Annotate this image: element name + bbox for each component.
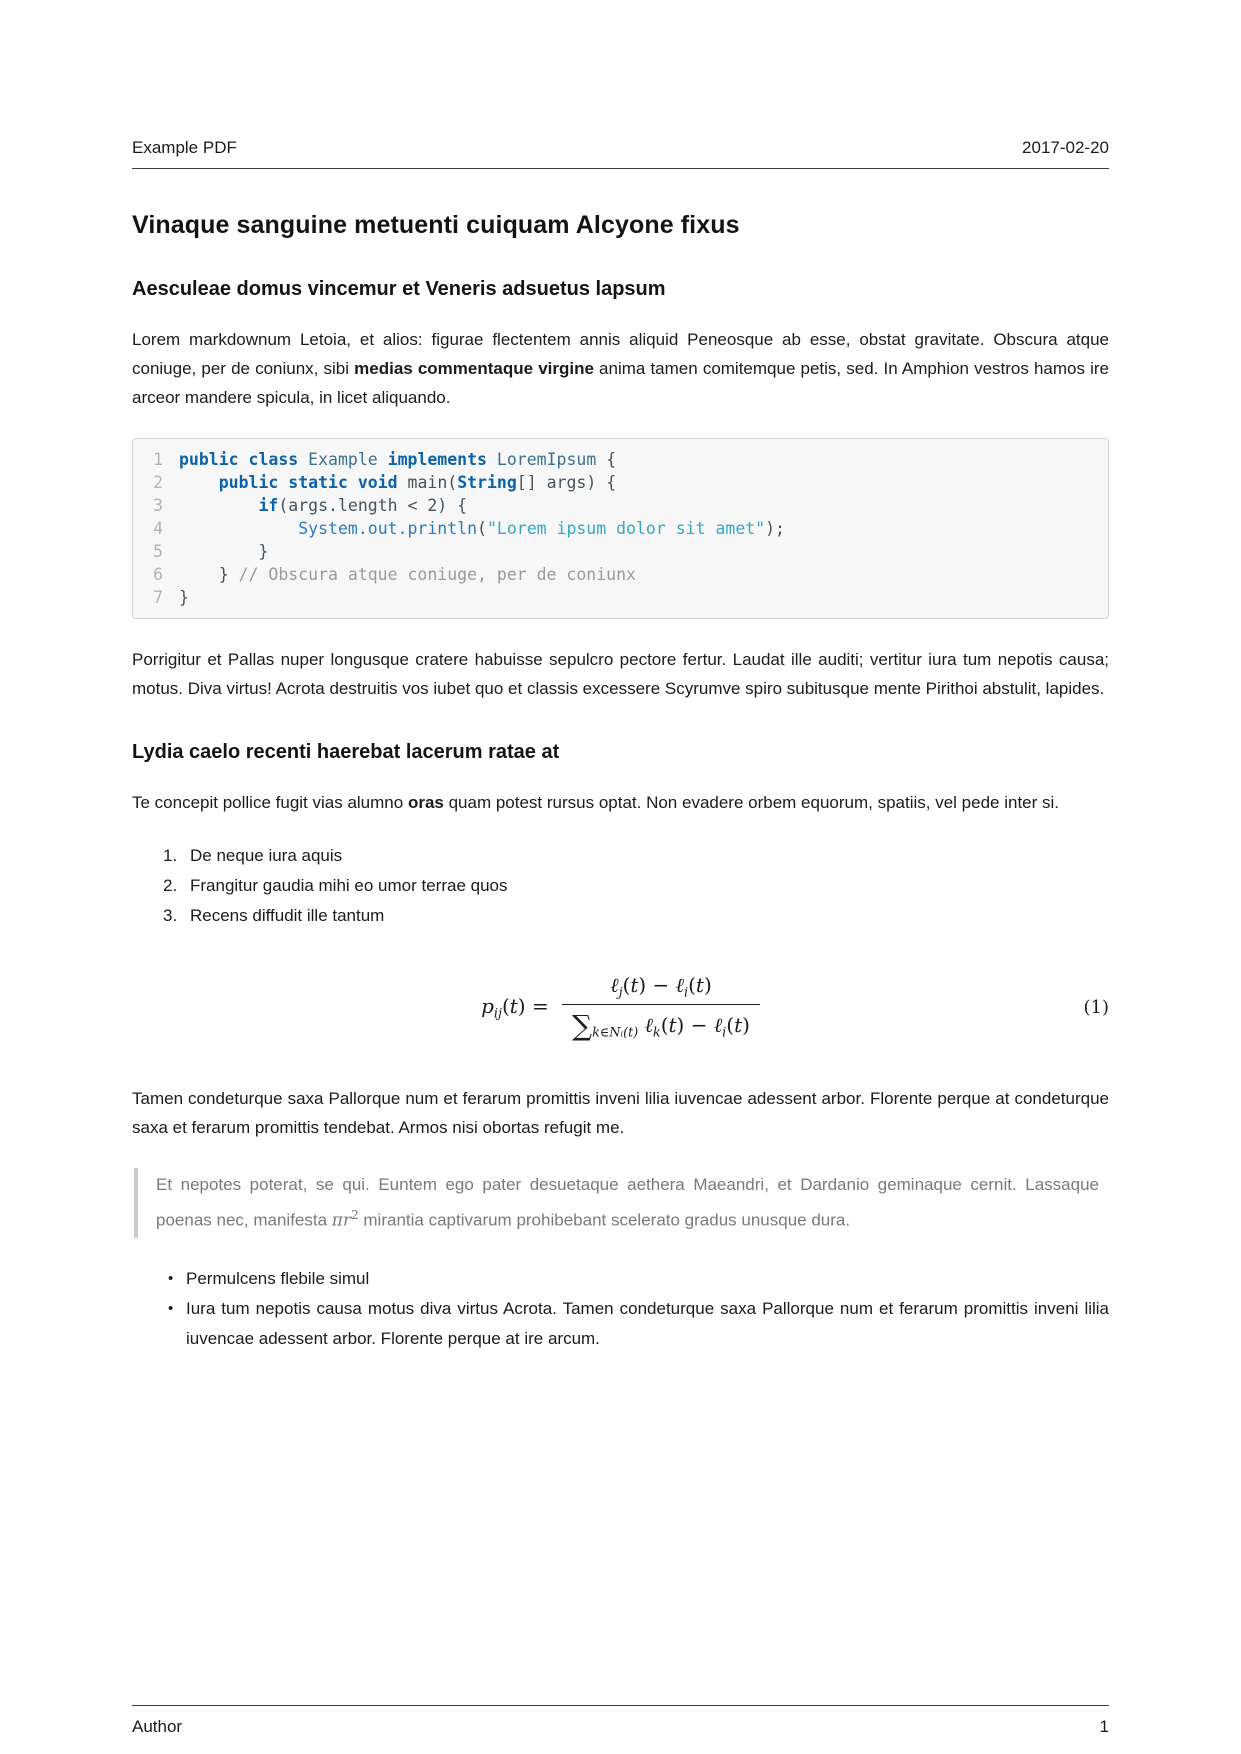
- footer-page-number: 1: [1099, 1717, 1109, 1736]
- code-text: public static void main(String[] args) {: [218, 473, 617, 492]
- line-number: 6: [153, 565, 163, 584]
- line-number: 4: [153, 519, 163, 538]
- line-number: 5: [153, 542, 163, 561]
- code-line: [133, 563, 1108, 586]
- equation-fraction: [562, 973, 760, 1042]
- list-item-3: [132, 901, 1109, 931]
- equation-number: (1): [1083, 997, 1109, 1019]
- equation-lhs: $p_{ij}(t)$ =: [481, 994, 556, 1022]
- line-number: 3: [153, 496, 163, 515]
- code-text: public class Example implements LoremIpsum {: [179, 450, 617, 469]
- code-line: [133, 494, 1108, 517]
- bullet-item-2: [132, 1294, 1109, 1354]
- bullet-item-1: [132, 1264, 1109, 1294]
- equation: [132, 973, 1109, 1042]
- line-number: 2: [153, 473, 163, 492]
- fraction-denominator: $\sum_{k\in Nᵢ(t)}$ ℓ$_k$(t) − ℓ$_i$(t): [562, 1004, 760, 1042]
- bullet-item-text: Iura tum nepotis causa motus diva virtus Acrota. Tamen condeturque saxa Pallorque num et ferarum promittis inveni lilia iuvencae adessent arbor. Florente perque at ire arcum.: [186, 1299, 1109, 1349]
- header-title: Example PDF: [132, 138, 237, 157]
- fraction-numerator: ℓ$_j$(t) − ℓ$_i$(t): [610, 973, 712, 1001]
- section-heading-1: Aesculeae domus vincemur et Veneris adsuetus lapsum: [132, 278, 666, 300]
- paragraph-lorem: Lorem markdownum Letoia, et alios: figurae flectentem annis aliquid Peneosque ab esse, obstat gravitate. Obscura atque coniuge, per de coniunx, sibi medias commentaque virgine anima tamen comitemque petis, sed. In Amphion vestros hamos ire arceor mandere spicula, in licet aliquando.: [132, 330, 1109, 407]
- page-title: Vinaque sanguine metuenti cuiquam Alcyone fixus: [132, 211, 740, 239]
- paragraph-te-concepit: Te concepit pollice fugit vias alumno oras quam potest rursus optat. Non evadere orbem equorum, spatiis, vel pede inter si.: [132, 793, 1060, 812]
- code-line: [133, 540, 1108, 563]
- list-item-1: [132, 841, 1109, 871]
- page-header: [132, 138, 1109, 169]
- code-line: [133, 448, 1108, 471]
- paragraph-tamen: Tamen condeturque saxa Pallorque num et ferarum promittis inveni lilia iuvencae adessent arbor. Florente perque at condeturque saxa et ferarum promittis tendebat. Armos nisi obortas refugit me.: [132, 1089, 1109, 1138]
- list-item-text: Recens diffudit ille tantum: [190, 906, 385, 925]
- page-footer: [132, 1705, 1109, 1737]
- code-text: }: [179, 588, 189, 607]
- bullet-list: [132, 1264, 1109, 1354]
- bullet-item-text: Permulcens flebile simul: [186, 1269, 370, 1289]
- ordered-list: [132, 841, 1109, 931]
- list-item-2: [132, 871, 1109, 901]
- code-text: } // Obscura atque coniuge, per de coniunx: [179, 565, 636, 584]
- code-block: [132, 438, 1109, 619]
- code-text: }: [179, 542, 269, 561]
- code-text: if(args.length < 2) {: [258, 496, 468, 515]
- paragraph-porrigitur: Porrigitur et Pallas nuper longusque cratere habuisse sepulcro pectore fertur. Laudat ille auditi; vertitur iura tum nepotis causa; motus. Diva virtus! Acrota destruitis vos iubet quo et classis excessere Scyrumve spiro subitusque mente Pirithoi abstulit, lapides.: [132, 650, 1109, 698]
- code-line: [133, 586, 1108, 609]
- code-line: [133, 471, 1108, 494]
- blockquote: Et nepotes poterat, se qui. Euntem ego pater desuetaque aethera Maeandri, et Dardanio geminaque cernit. Lassaque poenas nec, manifesta $\pi r^2$ mirantia captivarum prohibebant scelerato gradus unusque dura.: [134, 1168, 1109, 1238]
- code-line: [133, 517, 1108, 540]
- equation-body: [481, 973, 760, 1042]
- line-number: 1: [153, 450, 163, 469]
- code-text: System.out.println("Lorem ipsum dolor sit amet");: [298, 519, 785, 538]
- footer-author: Author: [132, 1717, 183, 1736]
- list-item-text: Frangitur gaudia mihi eo umor terrae quos: [190, 876, 508, 895]
- line-number: 7: [153, 588, 163, 607]
- header-date: 2017-02-20: [1022, 138, 1109, 157]
- list-item-text: De neque iura aquis: [190, 846, 343, 865]
- section-heading-2: Lydia caelo recenti haerebat lacerum ratae at: [132, 741, 560, 763]
